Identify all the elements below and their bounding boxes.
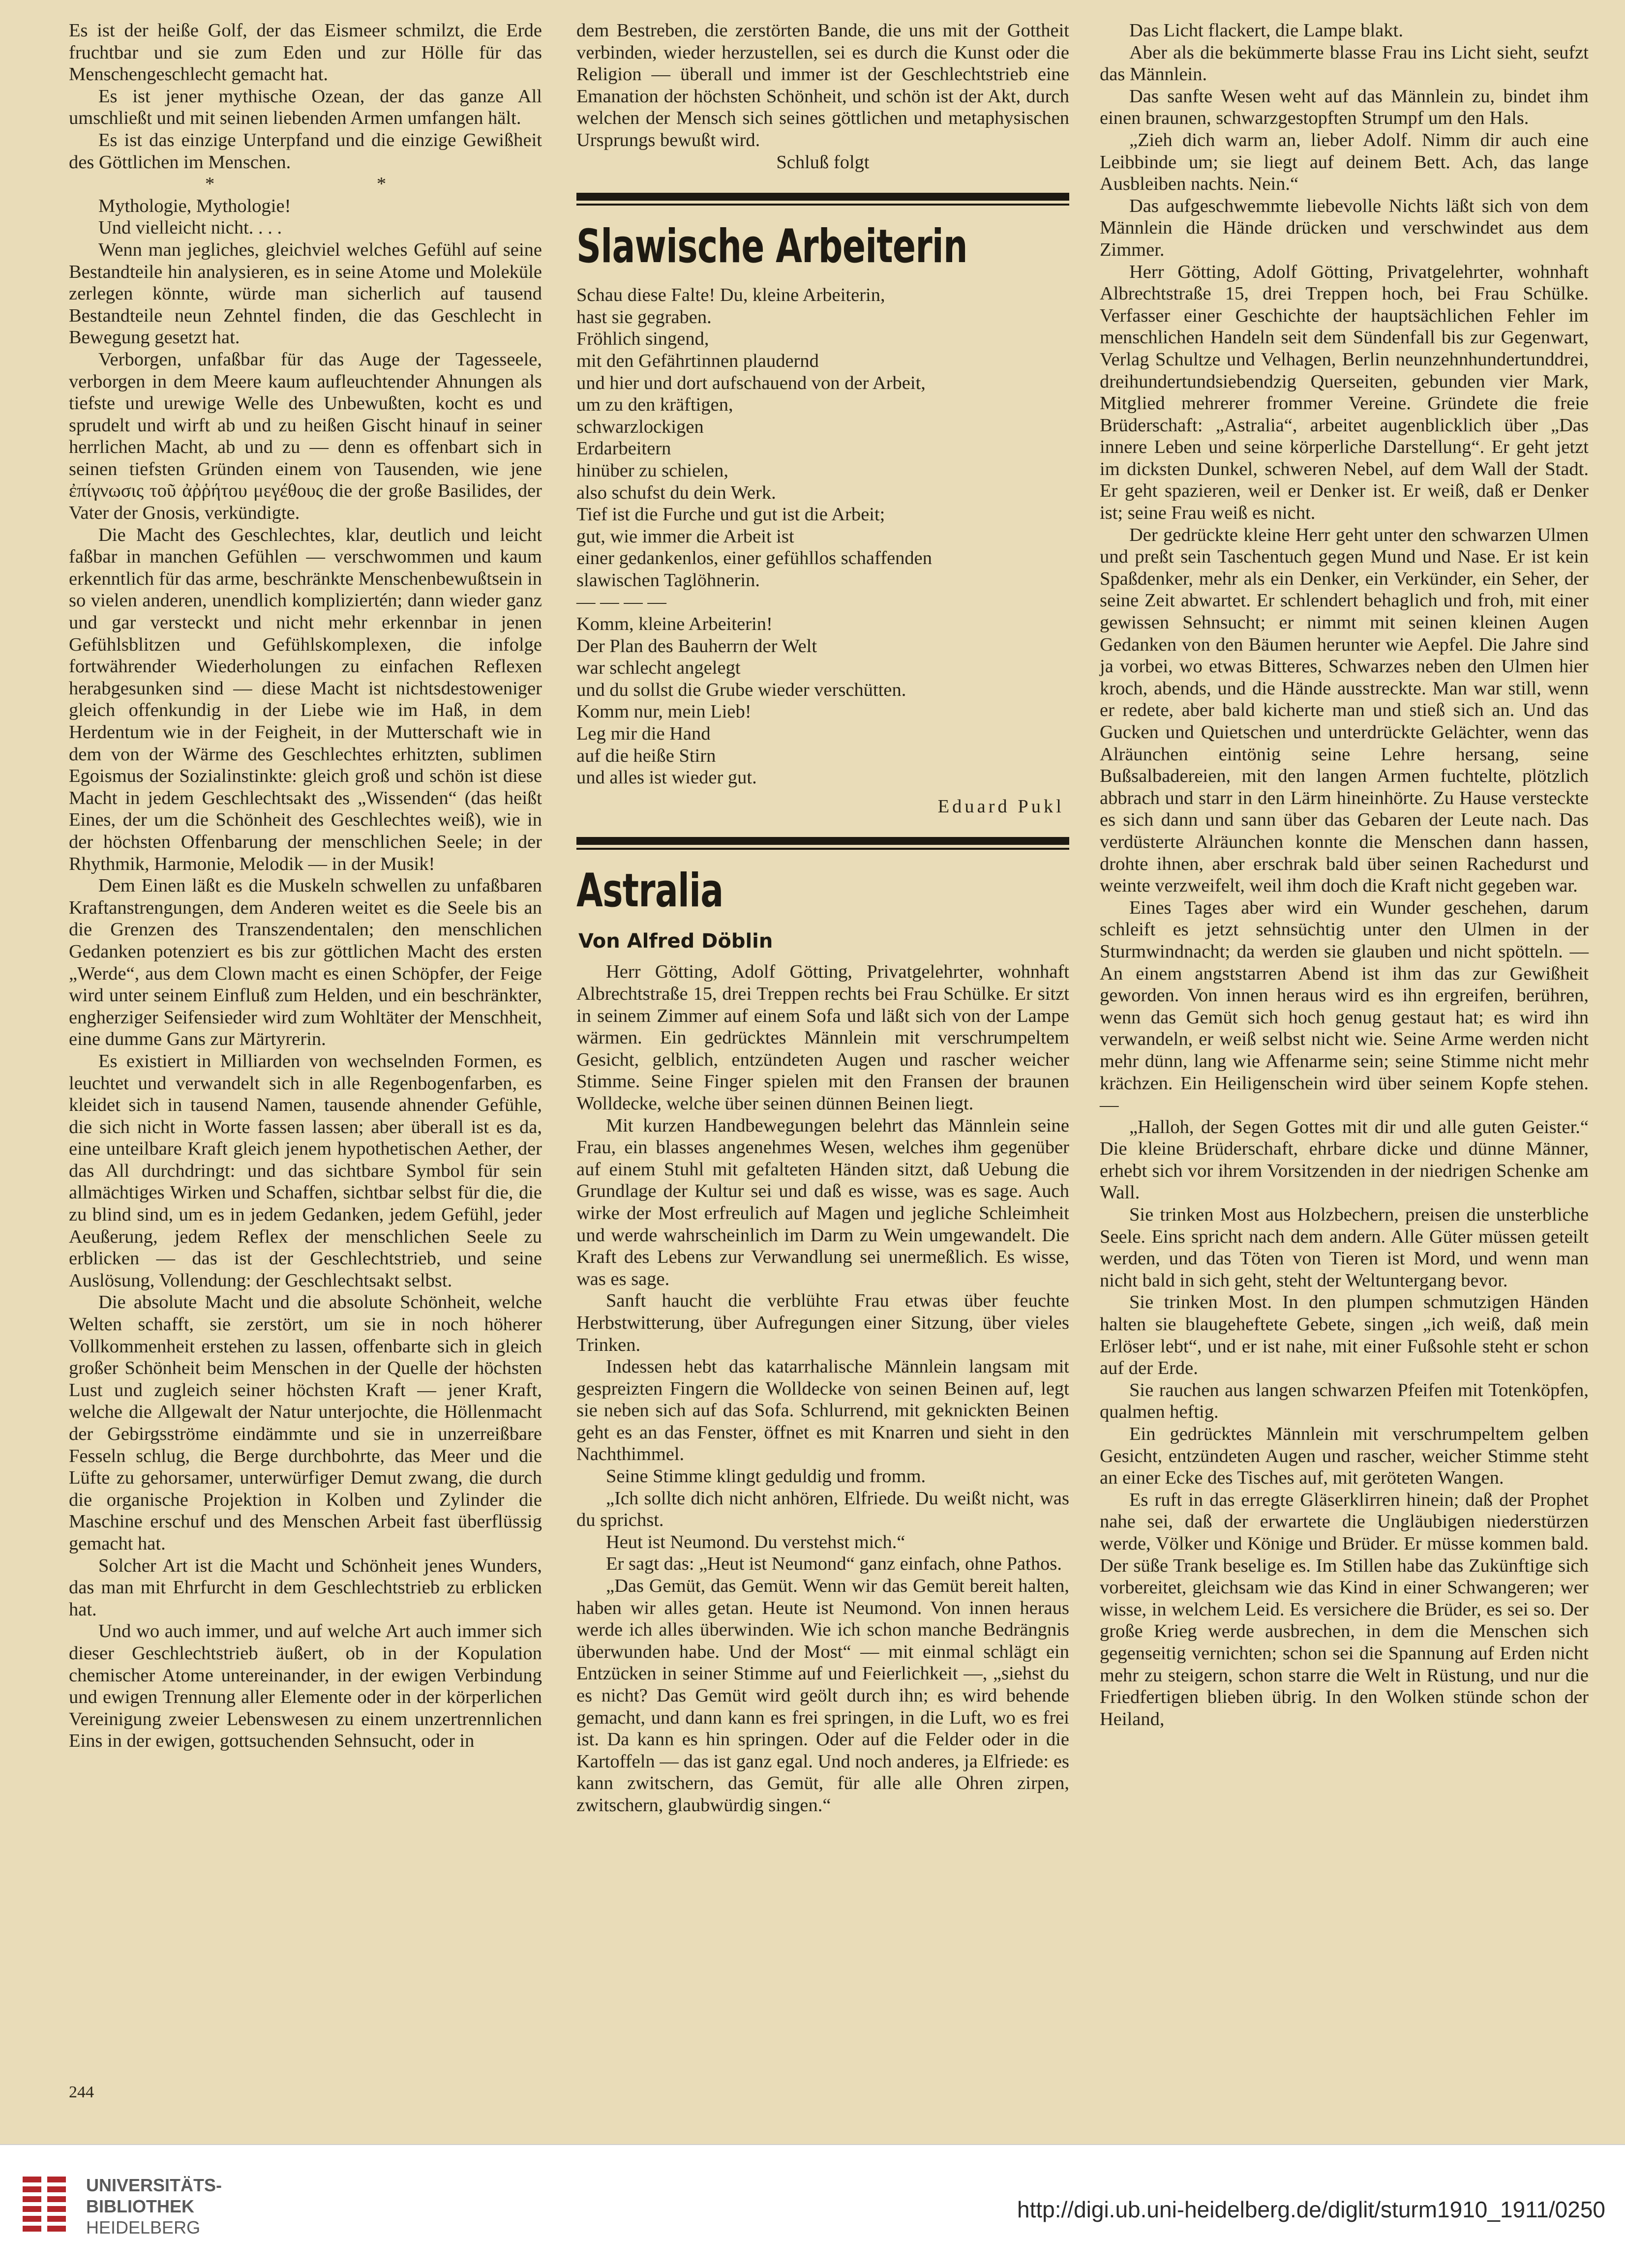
story-paragraph: Eines Tages aber wird ein Wunder geschehen, darum schleift es jetzt sehnsüchtig unter den Ulmen in der Sturmwindnacht; da werden sie glauben und nicht spötteln. — An einem angststarren Abend ist ihm das zur Gewißheit geworden. Von innen heraus wird es ihn ergreifen, berühren, wenn das Gemüt sich hoch genug gestaut hat; es wird ihn verwandeln, er weiß selbst nicht wie. Seine Arme werden nicht mehr dünn, lang wie Affenarme sein; seine Stimme nicht mehr krächzen. Ein Heiligenschein wird über seinem Kopfe stehen. — [1100, 897, 1589, 1116]
poem-line: und du sollst die Grube wieder verschütten. [576, 679, 906, 700]
paragraph: Es ist der heiße Golf, der das Eismeer schmilzt, die Erde fruchtbar und sie zum Eden und zur Hölle für das Menschengeschlecht gemacht hat. [69, 20, 542, 85]
poem-line: Komm nur, mein Lieb! [576, 701, 752, 722]
poem-line: einer gedankenlos, einer gefühllos schaffenden [576, 548, 933, 569]
paragraph: Und vielleicht nicht. . . . [98, 217, 282, 239]
story-paragraph: „Das Gemüt, das Gemüt. Wenn wir das Gemüt bereit halten, haben wir alles getan. Heute ist Neumond. Von innen heraus werde ich alles überwinden. Wie ich schon manche Bedrängnis überwunden habe. Und der Most“ — mit einmal schlägt ein Entzücken in seiner Stimme auf und Feierlichkeit —, „siehst du es nicht? Das Gemüt wird geölt durch ihn; es wird behende gemacht, und dann kann es frei springen, in die Luft, wo es frei ist. Da kann es hin springen. Oder auf die Felder oder in die Kartoffeln — das ist ganz egal. Und noch anderes, ja Elfriede: es kann zwitschern, das Gemüt, für alle alle Ohren zirpen, zwitschern, glaubwürdig singen.“ [576, 1576, 1069, 1816]
paragraph: Wenn man jegliches, gleichviel welches Gefühl auf seine Bestandteile hin analysieren, es in seine Atome und Moleküle zerlegen könnte, würde man sicherlich auf tausend Bestandteile neun Zehntel finden, die das Geschlecht in Bewegung gesetzt hat. [69, 239, 542, 348]
poem-line: war schlecht angelegt [576, 657, 741, 679]
library-name-line: UNIVERSITÄTS- [86, 2175, 222, 2195]
poem-line: hast sie gegraben. [576, 306, 712, 328]
paragraph: Die Macht des Geschlechtes, klar, deutlich und leicht faßbar in manchen Gefühlen — verschwommen und kaum erkenntlich für das arme, beschränkte Menschenbewußtsein in so vielen anderen, unendlich kompliziertén; dann wieder ganz und gar versteckt und nicht mehr erkennbar in jenen Gefühlsblitzen und Gefühlskomplexen, die infolge fortwährender Wiederholungen zu einfachen Reflexen herabgesunken sind — diese Macht ist nichtsdestoweniger gleich offenkundig in der Liebe wie im Haß, in dem Herdentum wie in der Feigheit, in der Mutterschaft wie in dem von der Wärme des Geschlechtes erhitzten, sublimen Egoismus der Sozialinstinkte: gleich groß und schön ist diese Macht in jedem Geschlechtsakt des „Wissenden“ (das heißt Eines, der um die Schönheit des Geschlechtes weiß), wie in der höchsten Offenbarung der menschlichen Seele; in der Rhythmik, Harmonie, Melodik — in der Musik! [69, 524, 542, 874]
column-2 [576, 20, 1069, 1817]
story-paragraph: „Zieh dich warm an, lieber Adolf. Nimm dir auch eine Leibbinde um; sie liegt auf deinem Bett. Ach, das lange Ausbleiben nachts. Nein.“ [1100, 129, 1589, 195]
story-paragraph: Der gedrückte kleine Herr geht unter den schwarzen Ulmen und preßt sein Taschentuch gegen Mund und Nase. Er ist kein Spaßdenker, mehr als ein Denker, ein Verkünder, ein Seher, der seine Zeit abwartet. Er schlendert behaglich und froh, mit einer gewissen Sehnsucht; er nimmt mit seinen kleinen Augen Gedanken von den Bäumen herunter wie Aepfel. Die Jahre sind ja vorbei, wo etwas Bitteres, Schwarzes neben den Ulmen hier kroch, abends, und die Hände ausstreckte. Man war still, wenn er redete, aber bald kicherte man und stieß sich an. Und das Gucken und Quietschen und unterdrückte Gelächter, wenn das Alräunchen eintönig seine Lehre hersang, seine Bußsalbadereien, mit den langen Armen fuchtelte, plötzlich abbrach und starr in den Lärm hineinhörte. Zu Hause versteckte es sich dann und sann über das Gebaren der Leute nach. Das verdüsterte Alräunchen konnte die Menschen dann hassen, drohte ihnen, aber erschrak bald über seinen Rachedurst und weinte verzweifelt, weil ihm doch die Kraft nicht gegeben war. [1100, 524, 1589, 896]
library-city: HEIDELBERG [86, 2217, 201, 2238]
story-paragraph: Sanft haucht die verblühte Frau etwas über feuchte Herbstwitterung, über Aufregungen einer Sitzung, über vieles Trinken. [576, 1290, 1069, 1355]
column-1 [69, 20, 542, 1752]
poem-line: gut, wie immer die Arbeit ist [576, 526, 794, 547]
story-paragraph: Das aufgeschwemmte liebevolle Nichts läßt sich von dem Männlein die Hände drücken und verschwindet aus dem Zimmer. [1100, 195, 1589, 260]
page-number: 244 [69, 2083, 94, 2101]
story-text-part-1 [576, 961, 1069, 1816]
poem-line: Komm, kleine Arbeiterin! [576, 614, 773, 635]
story-paragraph: „Halloh, der Segen Gottes mit dir und alle guten Geister.“ Die kleine Brüderschaft, ehrbare dicke und dünne Männer, erhebt sich vor ihrem Vorsitzenden in der niedrigen Schenke am Wall. [1100, 1116, 1589, 1203]
paragraph: Es ist jener mythische Ozean, der das ganze All umschließt und mit seinen liebenden Armen umfangen hält. [69, 86, 542, 129]
section-rule-thin [576, 204, 1069, 206]
poem-line: — — — — [576, 592, 666, 613]
poem-line: also schufst du dein Werk. [576, 482, 776, 503]
poem-line: Schau diese Falte! Du, kleine Arbeiterin, [576, 285, 885, 306]
story-paragraph: Heut ist Neumond. Du verstehst mich.“ [606, 1531, 905, 1552]
section-rule [576, 837, 1069, 845]
story-paragraph: Sie trinken Most. In den plumpen schmutzigen Händen halten sie blaugeheftete Gebete, singen „ich weiß, daß mein Erlöser lebt“, und er ist nahe, mit einer Fußsohle steht er schon auf der Erde. [1100, 1292, 1589, 1379]
viewer-footer [0, 2144, 1625, 2268]
story-byline: Von Alfred Döblin [578, 930, 773, 953]
story-paragraph: Herr Götting, Adolf Götting, Privatgelehrter, wohnhaft Albrechtstraße 15, drei Treppen rechts bei Frau Schülke. Er sitzt in seinem Zimmer auf einem Sofa und läßt sich von der Lampe wärmen. Ein gedrücktes Männlein mit verschrumpeltem Gesicht, gelblich, entzündeten Augen und rascher weicher Stimme. Seine Finger spielen mit den Fransen der braunen Wolldecke, welche über seinen dünnen Beinen liegt. [576, 961, 1069, 1114]
paragraph: Die absolute Macht und die absolute Schönheit, welche Welten schafft, sie zerstört, um sie in noch höherer Vollkommenheit erstehen zu lassen, offenbarte sich in gleich großer Schönheit beim Menschen in der Quelle der höchsten Lust und zugleich seiner höchsten Kraft — jener Kraft, welche die Allgewalt der Natur unterjochte, die Höllenmacht der Gebirgsströme eindämmte und sie in unzerreißbare Fesseln schlug, die Berge durchbohrte, das Meer und die Lüfte zu gehorsamer, unterwürfiger Demut zwang, die durch die organische Projektion in Kolben und Zylinder die Maschine erschuf und des Menschen Arbeit fast überflüssig gemacht hat. [69, 1292, 542, 1554]
library-name-line: BIBLIOTHEK [86, 2196, 194, 2216]
poem-author: Eduard Pukl [937, 796, 1064, 817]
library-name [86, 2175, 222, 2238]
paragraph: Verborgen, unfaßbar für das Auge der Tagesseele, verborgen in dem Meere kaum aufleuchtender Ahnungen als tiefste und urewige Welle des Unbewußten, kocht es und sprudelt und wirft ab und zu heißen Gischt hinauf in seiner herrlichen Macht, ab und zu — denn es offenbart sich in seinen tiefsten Gründen einem von Tausenden, wie jene ἐπίγνωσις τοῦ ἀῤῥήτου μεγέθους die der große Basilides, der Vater der Gnosis, verkündigte. [69, 349, 542, 524]
section-rule [576, 193, 1069, 201]
story-paragraph: Das Licht flackert, die Lampe blakt. [1129, 20, 1403, 41]
paragraph: * * [205, 174, 465, 195]
poem-line: schwarzlockigen [576, 416, 704, 437]
column-3 [1100, 20, 1589, 1730]
story-paragraph: Sie rauchen aus langen schwarzen Pfeifen mit Totenköpfen, qualmen heftig. [1100, 1379, 1589, 1423]
poem-line: und alles ist wieder gut. [576, 767, 757, 788]
paragraph: dem Bestreben, die zerstörten Bande, die uns mit der Gottheit verbinden, wieder herzustellen, sei es durch die Kunst oder die Religion — überall und immer ist der Geschlechtstrieb eine Emanation der höchsten Schönheit, und schön ist der Akt, durch welchen der Mensch sich seines göttlichen und metaphysischen Ursprungs bewußt wird. [576, 20, 1069, 150]
paragraph: Und wo auch immer, und auf welche Art auch immer sich dieser Geschlechtstrieb äußert, ob in der Kopulation chemischer Atome untereinander, in der ewigen Verbindung und ewigen Trennung aller Elemente oder in der körperlichen Vereinigung zweier Lebenswesen zu einem unzertrennlichen Eins in der ewigen, gottsuchenden Sehnsucht, oder in [69, 1621, 542, 1752]
story-paragraph: Mit kurzen Handbewegungen belehrt das Männlein seine Frau, ein blasses angenehmes Wesen, welches ihm gegenüber auf einem Stuhl mit gefalteten Händen sitzt, daß Uebung die Grundlage der Kultur sei und daß es wisse, was es sage. Auch wirke der Most erfreulich auf Magen und jegliche Schleimheit und werde wahrscheinlich im Darm zu Wein umgewandelt. Die Kraft des Lebens zur Verwandlung sei unermeßlich. Es wisse, was es sage. [576, 1115, 1069, 1289]
paragraph: Es existiert in Milliarden von wechselnden Formen, es leuchtet und verwandelt sich in alle Regenbogenfarben, es kleidet sich in tausend Namen, tausende ahnender Gefühle, die sich nicht in Worte fassen lassen; aber überall ist es da, eine unteilbare Kraft gleich jenem hypothetischen Aether, der das All durchdringt: und das sichtbare Symbol für sein allmächtiges Wirken und Schaffen, sichtbar selbst für die, die zu blind sind, um es in jedem Gedanken, jedem Gefühl, jeder Aeußerung, jedem Reflex der menschlichen Seele zu erblicken — das ist der Geschlechtstrieb, und seine Auslösung, Vollendung: der Geschlechtsakt selbst. [69, 1050, 542, 1291]
paragraph: Mythologie, Mythologie! [98, 195, 291, 216]
poem-line: mit den Gefährtinnen plaudernd [576, 350, 819, 371]
paragraph: Es ist das einzige Unterpfand und die einzige Gewißheit des Göttlichen im Menschen. [69, 129, 542, 173]
story-title: Astralia [576, 864, 723, 918]
poem-line: um zu den kräftigen, [576, 394, 733, 416]
poem-line: und hier und dort aufschauend von der Arbeit, [576, 372, 926, 393]
source-url-link[interactable]: http://digi.ub.uni-heidelberg.de/diglit/sturm1910_1911/0250 [1017, 2197, 1605, 2222]
story-paragraph: „Ich sollte dich nicht anhören, Elfriede. Du weißt nicht, was du sprichst. [576, 1488, 1069, 1531]
essay-conclusion [576, 20, 1069, 173]
paragraph: Schluß folgt [776, 151, 870, 173]
poem-title: Slawische Arbeiterin [576, 220, 967, 274]
university-library-logo-icon [20, 2174, 69, 2238]
story-paragraph: Aber als die bekümmerte blasse Frau ins Licht sieht, seufzt das Männlein. [1100, 42, 1589, 85]
poem-line: slawischen Taglöhnerin. [576, 569, 760, 591]
story-paragraph: Seine Stimme klingt geduldig und fromm. [606, 1466, 926, 1487]
story-paragraph: Es ruft in das erregte Gläserklirren hinein; daß der Prophet nahe sei, daß der erwartete die Ungläubigen niederstürzen werde, Völker und Könige und Brüder. Er müsse kommen bald. Der süße Trank beselige es. Im Stillen habe das Zukünftige sich vorbereitet, gleichsam wie das Kind in einer Schwangeren; wer wisse, in welchem Leid. Es versichere die Brüder, es sei so. Der große Krieg werde ausbrechen, in dem die Menschen sich gegenseitig vernichten; schon sei die Spannung auf Erden nicht mehr zu steigern, schon starre die Welt in Rüstung, und nur die Friedfertigen blieben übrig. In den Wolken stünde schon der Heiland, [1100, 1489, 1589, 1730]
paragraph: Dem Einen läßt es die Muskeln schwellen zu unfaßbaren Kraftanstrengungen, dem Anderen weitet es die Seele bis an die Grenzen des Transzendentalen; den menschlichen Gedanken potenziert es bis zur göttlichen Macht des ersten „Werde“, aus dem Clown macht es einen Schöpfer, der Feige wird unter seinem Einfluß zum Helden, und ein beschränkter, engherziger Seifensieder wird zum Wohltäter der Menschheit, eine dumme Gans zur Märtyrerin. [69, 875, 542, 1050]
story-paragraph: Das sanfte Wesen weht auf das Männlein zu, bindet ihm einen braunen, schwarzgestopften Strumpf um den Hals. [1100, 86, 1589, 129]
story-paragraph: Indessen hebt das katarrhalische Männlein langsam mit gespreizten Fingern die Wolldecke von seinen Beinen auf, legt sie neben sich auf das Sofa. Schlurrend, mit geknickten Beinen geht es an das Fenster, öffnet es mit Knarren und sieht in den Nachthimmel. [576, 1356, 1069, 1465]
paragraph: Solcher Art ist die Macht und Schönheit jenes Wunders, das man mit Ehrfurcht in dem Geschlechtstrieb zu erblicken hat. [69, 1555, 542, 1620]
section-rule-thin [576, 848, 1069, 850]
poem-line: Fröhlich singend, [576, 328, 709, 350]
poem-line: Erdarbeitern [576, 438, 671, 459]
story-paragraph: Er sagt das: „Heut ist Neumond“ ganz einfach, ohne Pathos. [606, 1553, 1062, 1575]
poem-line: Leg mir die Hand [576, 723, 711, 745]
story-paragraph: Ein gedrücktes Männlein mit verschrumpeltem gelben Gesicht, entzündeten Augen und rascher, weicher Stimme steht an einer Ecke des Tisches auf, mit geröteten Wangen. [1100, 1424, 1589, 1489]
story-paragraph: Sie trinken Most aus Holzbechern, preisen die unsterbliche Seele. Eins spricht nach dem andern. Alle Güter müssen geteilt werden, und das Töten von Tieren ist Mord, und wenn man nicht bald in sich geht, steht der Weltuntergang bevor. [1100, 1204, 1589, 1291]
poem-line: auf die heiße Stirn [576, 745, 716, 766]
poem-line: Tief ist die Furche und gut ist die Arbeit; [576, 504, 885, 525]
story-paragraph: Herr Götting, Adolf Götting, Privatgelehrter, wohnhaft Albrechtstraße 15, drei Treppen hoch, bei Frau Schülke. Verfasser einer Geschichte der hauptsächlichen Fehler im menschlichen Handeln seit dem Sündenfall bis zur Gegenwart, Verlag Schultze und Velhagen, Berlin neunzehnhundertunddrei, dreihundertundsiebendzig Querseiten, gebunden vier Mark, Mitglied mehrerer frommer Vereine. Gründete die freie Brüderschaft: „Astralia“, arbeitet augenblicklich über „Das innere Leben und seine körperliche Darstellung“. Er geht jetzt im dicksten Dunkel, schweren Nebel, auf dem Wall der Stadt. Er geht spazieren, weil er Denker ist. Er weiß, daß er Denker ist; seine Frau weiß es nicht. [1100, 261, 1589, 524]
poem-line: hinüber zu schielen, [576, 460, 728, 481]
poem-body [576, 284, 1069, 789]
poem-line: Der Plan des Bauherrn der Welt [576, 635, 817, 657]
